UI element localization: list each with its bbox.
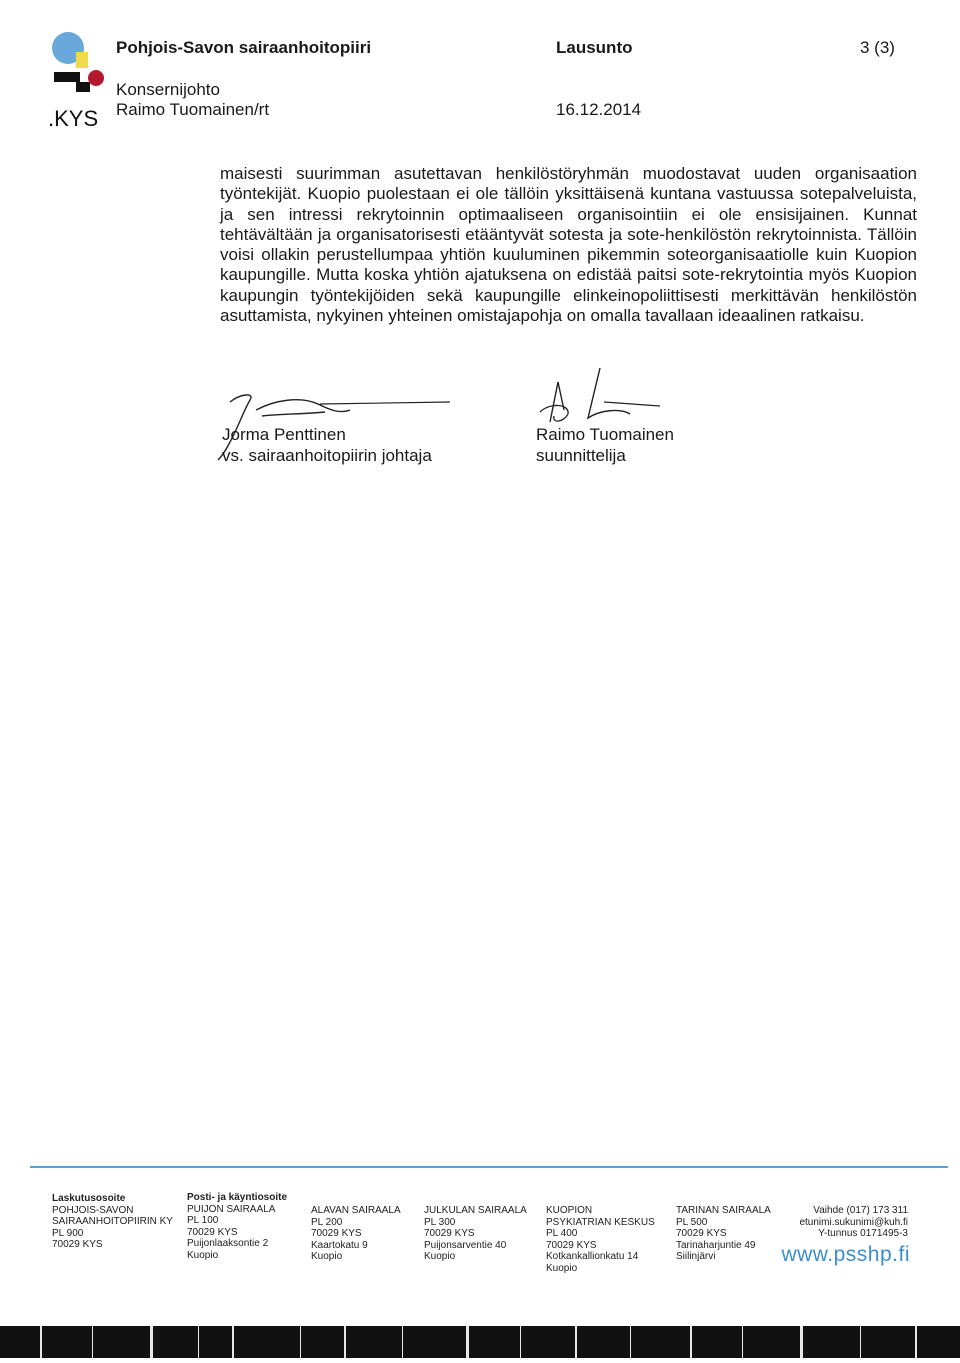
signatory-title: vs. sairaanhoitopiirin johtaja xyxy=(222,446,432,465)
footer-address-psychiatry xyxy=(546,1205,655,1275)
footer-line: 70029 KYS xyxy=(424,1228,475,1240)
footer-line: PL 400 xyxy=(546,1228,578,1240)
footer-line: 70029 KYS xyxy=(187,1226,238,1238)
kys-logo xyxy=(46,30,110,130)
footer-line: ALAVAN SAIRAALA xyxy=(311,1205,401,1216)
footer-line: 70029 KYS xyxy=(52,1239,103,1251)
footer-address-tarina xyxy=(676,1205,771,1263)
footer-line: 70029 KYS xyxy=(676,1228,727,1240)
scan-edge xyxy=(0,1326,960,1358)
footer-line: 70029 KYS xyxy=(311,1228,362,1240)
document-date: 16.12.2014 xyxy=(556,100,642,119)
footer-line: Kotkankallionkatu 14 xyxy=(546,1251,639,1263)
signatory-name: Jorma Penttinen xyxy=(222,425,346,444)
footer-line: POHJOIS-SAVON xyxy=(52,1204,134,1216)
signature-tuomainen xyxy=(530,362,670,432)
footer-line: PL 200 xyxy=(311,1216,343,1228)
footer-line: Puijonsarventie 40 xyxy=(424,1239,507,1251)
footer-address-puijo xyxy=(187,1192,287,1262)
footer-line: Kuopio xyxy=(187,1249,219,1261)
footer-line: PL 900 xyxy=(52,1227,84,1239)
footer-line: PL 500 xyxy=(676,1216,708,1228)
footer-line: Kuopio xyxy=(424,1251,456,1263)
email-address: etunimi.sukunimi@kuh.fi xyxy=(799,1216,908,1228)
footer-line: TARINAN SAIRAALA xyxy=(676,1205,771,1216)
footer-line: Kuopio xyxy=(311,1251,343,1263)
svg-text:.KYS: .KYS xyxy=(48,106,99,130)
footer-line: PUIJON SAIRAALA xyxy=(187,1203,276,1215)
page-number: 3 (3) xyxy=(860,38,895,57)
organization-name: Pohjois-Savon sairaanhoitopiiri xyxy=(116,38,372,57)
document-type: Lausunto xyxy=(556,38,633,57)
footer-heading: Laskutusosoite xyxy=(52,1193,126,1204)
website-link[interactable]: www.psshp.fi xyxy=(781,1243,910,1266)
body-paragraph: maisesti suurimman asutettavan henkilöstöryhmän muodostavat uuden organisaation työntekijät. Kuopio puolestaan ei ole tällöin yksittäisenä kuntana vastuussa sotepalveluista, ja sen intressi rekrytoinnin optimaaliseen organisointiin ei ole ensisijainen. Kunnat tehtävältään ja organisatorisesti etääntyvät sotesta ja sote-henkilöstön rekrytoinnista. Tällöin voisi ollakin perustellumpaa yhtiön kuuluminen pikemmin soteorganisaatiolle kuin Kuopion kaupungille. Mutta koska yhtiön ajatuksena on edistää paitsi sote-rekrytointia myös Kuopion kaupungin työntekijöiden sekä kaupungille elinkeinopoliittisesti merkittävän henkilöstön asuttamista, nykyinen yhteinen omistajapohja on omalla tavallaan ideaalinen ratkaisu. xyxy=(220,164,917,326)
footer-line: KUOPION xyxy=(546,1205,593,1216)
footer-line: Puijonlaaksontie 2 xyxy=(187,1238,269,1250)
footer-line: SAIRAANHOITOPIIRIN KY xyxy=(52,1216,173,1228)
footer-divider xyxy=(30,1166,948,1168)
footer-line: 70029 KYS xyxy=(546,1239,597,1251)
footer-line: JULKULAN SAIRAALA xyxy=(424,1205,527,1216)
footer-contact xyxy=(780,1205,908,1240)
business-id: Y-tunnus 0171495-3 xyxy=(818,1228,908,1240)
footer-line: Kaartokatu 9 xyxy=(311,1239,368,1251)
signatory-name: Raimo Tuomainen xyxy=(536,425,674,444)
department: Konsernijohto xyxy=(116,80,220,99)
footer-billing-address xyxy=(52,1193,173,1251)
signatory-title: suunnittelija xyxy=(536,446,626,465)
author: Raimo Tuomainen/rt xyxy=(116,100,270,119)
footer-line: Siilinjärvi xyxy=(676,1251,716,1263)
phone-number: Vaihde (017) 173 311 xyxy=(813,1205,908,1216)
footer-line: PL 100 xyxy=(187,1215,219,1227)
footer-line: Tarinaharjuntie 49 xyxy=(676,1239,756,1251)
footer-address-alava xyxy=(311,1205,401,1263)
footer-address-julkula xyxy=(424,1205,527,1263)
footer-line: PSYKIATRIAN KESKUS xyxy=(546,1216,655,1228)
footer-line: PL 300 xyxy=(424,1216,456,1228)
footer-line: Kuopio xyxy=(546,1262,578,1274)
footer-heading: Posti- ja käyntiosoite xyxy=(187,1192,288,1203)
